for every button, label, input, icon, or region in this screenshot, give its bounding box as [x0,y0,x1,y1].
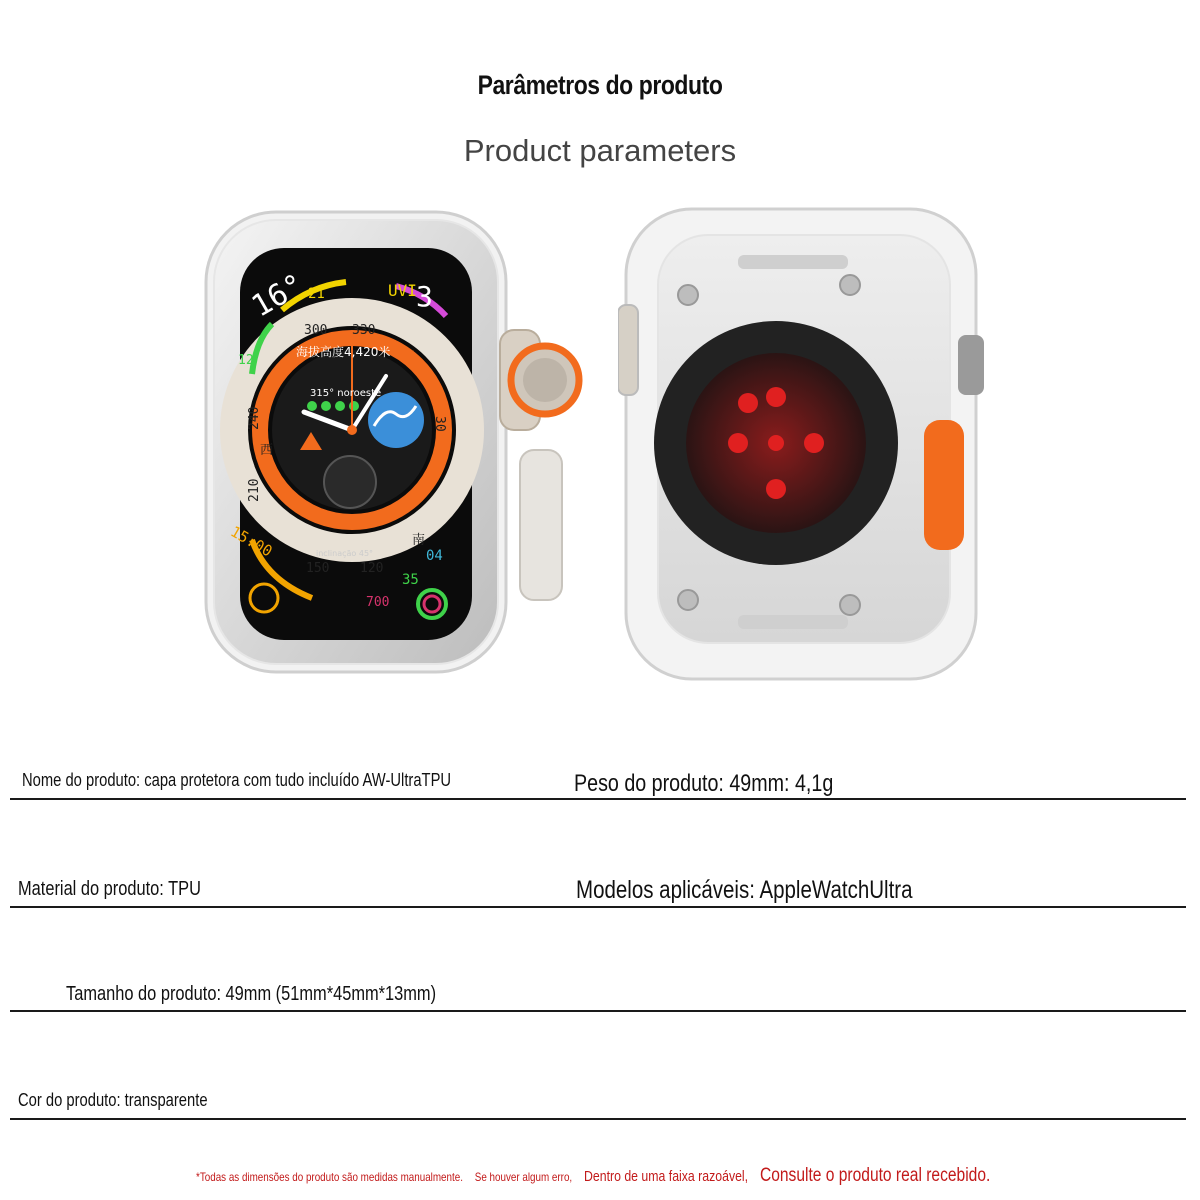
param-product-color: Cor do produto: transparente [18,1090,208,1110]
dial-120: 120 [360,561,384,576]
footer-part-2: Se houver algum erro, [474,1170,573,1184]
dial-330: 330 [352,323,376,338]
uvi-value: 3 [416,280,433,313]
inclination-label: inclinação 45° [316,549,374,558]
param-product-name: Nome do produto: capa protetora com tudo incluído AW-UltraTPU [22,770,452,790]
dial-240: 240 [247,406,262,430]
num-35-label: 35 [402,572,419,588]
param-product-material: Material do produto: TPU [18,878,201,900]
footer-part-3: Dentro de uma faixa razoável, [584,1168,749,1185]
dial-300: 300 [304,323,328,338]
dial-30: 30 [432,416,447,432]
num-12-label: 12 [238,353,254,368]
num-04-label: 04 [426,548,443,564]
char-west: 西 [260,443,274,458]
complication-21-label: 21 [308,286,325,302]
divider-4 [10,1118,1186,1120]
num-700-label: 700 [366,595,390,610]
footer-disclaimer [196,1165,999,1187]
page-title: Parâmetros do produto [477,70,723,100]
divider-2 [10,906,1186,908]
divider-3 [10,1010,1186,1012]
param-product-weight: Peso do produto: 49mm: 4,1g [574,770,834,797]
temperature-label: 16° [245,267,311,325]
dial-150: 150 [306,561,330,576]
altitude-label: 海拔高度4,420米 [296,345,391,359]
watch-back-illustration [618,205,988,685]
param-applicable-models: Modelos aplicáveis: AppleWatchUltra [576,876,913,904]
param-product-size: Tamanho do produto: 49mm (51mm*45mm*13mm) [66,983,437,1005]
watch-front-illustration [200,200,600,680]
heading-label: 315° noroeste [310,388,382,399]
page-subtitle: Product parameters [463,133,737,168]
dial-210: 210 [247,478,262,502]
char-south: 南 [412,533,426,548]
uvi-label: UVI [388,281,417,300]
divider-1 [10,798,1186,800]
footer-part-4: Consulte o produto real recebido. [759,1165,991,1186]
time-label: 15:00 [227,522,276,561]
footer-part-1: *Todas as dimensões do produto são medidas manualmente. [196,1170,463,1184]
